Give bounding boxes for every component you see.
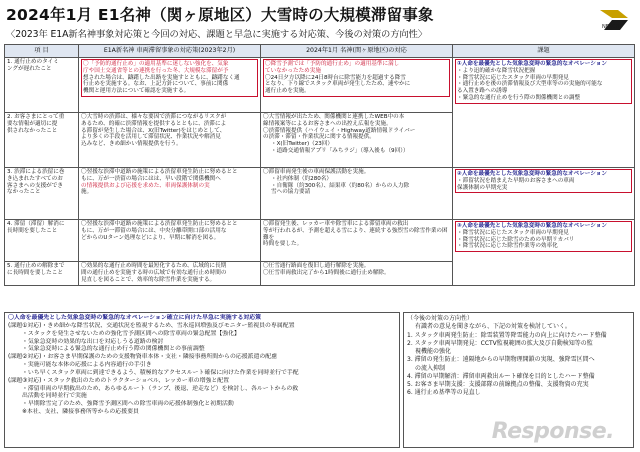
list-item: (課題③対応)・スタック救出のためのトラクターショベル、レッカー車の増強と配置	[8, 377, 230, 384]
prev-cell: 〇翌援な渋滞中道路の施策による渋留車発生防止に努めるとと もに、万が一滞留の場合には、中央分離帯開口部の活用な どからのUターン処理などにより、早期に解消を図る。	[79, 219, 261, 261]
list-item: ・いち早くスタック車両に到達できるよう、積極的なアクセスルート確保に向けた作業を同時並行で手配	[22, 369, 299, 376]
urgent-measures-panel	[4, 312, 400, 448]
list-item: ・早期除雪完了のため、強降雪予測区間への除雪車両の応援体制強化と初期活動	[22, 401, 234, 408]
current-cell: 〇圧雪通行路面を復旧し通行解除を実施。 〇圧雪車両救出完了から1時間後に通行止め解除。	[261, 261, 453, 285]
list-item: 1. スタック車両発生防止：除雪装置等降雪能力の向上に向けたハード整備	[407, 331, 607, 339]
table-row	[5, 219, 635, 261]
table-row	[5, 57, 635, 112]
item-cell: 4. 滞留（滞留）解消に 長時間を要したこと	[5, 219, 79, 261]
issue-cell: ②人命を最優先とした気象急変時の緊急的なオペレーション ・滞留状況を踏まえた早期のお客さまへの車両 保護体制の早期充実	[453, 167, 635, 219]
item-cell: 5. 通行止めの解除まで に長時間を要したこと	[5, 261, 79, 285]
response-watermark: Response.	[491, 419, 614, 444]
table-row	[5, 167, 635, 219]
page-subtitle: 〈2023年 E1A新名神事象対応策と今回の対応、課題と早急に実施する対応策、今後の対策の方向性〉	[6, 29, 428, 40]
header-prev-measures: E1A新名神 車両滞留事象の対応策(2023年2月)	[79, 45, 261, 58]
header-current-response: 2024年1月 名神(関ヶ原地区)の対応	[261, 45, 453, 58]
nexco-logo	[598, 4, 634, 34]
nexco-logo-icon	[598, 4, 634, 34]
page-title: 2024年1月 E1名神（関ヶ原地区）大雪時の大規模滞留事象	[6, 6, 434, 24]
list-item: ・滞留車両の早期救出のため、あらゆるルート（ランプ、後退、逆走など）を検討し、各ルートからの救	[22, 385, 299, 392]
prev-cell: 〇「予防的通行止め」の適用基準に迷しない強化を、気象 庁や国土交通省等との連携を行った冬、大規模な滞留が予 想された場合は、躊躇した出路を実施すとともに、躊躇なく通 行止めを実施する。なお、上記方針について、事前に関係 機関と運用方法について確認を実施する。	[79, 57, 261, 112]
list-item: の流入抑制	[415, 364, 446, 372]
issue-cell: ①人命を最優先とした気象急変時の緊急的なオペレーション ・より迅的確かな降雪状況把握 ・降雪状況に応じたスタック車両の早期発見 ・通行止めを後の渋滞情報及び大型車等のの実施的可能な る入置き路への誘導 ・緊急的な通行止めを行う際の関係機関との調整	[453, 57, 635, 167]
prev-cell: 〇大雪時の渋滞は、様々な要因で渋滞につながるリスクが あるため、的確に渋滞情報を提供するとともに、渋滞によ る滞留が発生した場合は、X(旧Twitter)をはじめとして、 より多くの手段を活用して滞留状況、作業状況や解消見 込みなど、きめ細かい情報提供を行う。	[79, 112, 261, 167]
prev-cell: 〇翌援な渋滞中道路の施策による渋留車発生防止に努めるとと もに、万が一渋留の場合にはは、早い段階で関係機関へ の情報提供および応援を求めた、車両保護体制の実 施。	[79, 167, 261, 219]
list-item: ・気象急変時による緊急的な通行止め行う際の関係機関との事前調整	[22, 346, 205, 353]
current-cell: 〇大雪情報が出たため、関係機関と連携したWEB中の本 線情報案等によるお客さまへの出控え広報を実施。 〇渋滞情報提供（ハイウェイ・Highway道路情報ドライバー の渋滞・滞留・作業状況に関する情報提供。 ・X(旧Twitter)（23回） ・道路交通情報アプリ「みちラジ」（導入後も（9回））	[261, 112, 453, 167]
header-issues: 課題	[453, 45, 635, 58]
list-item: ・気象急変時の効果的な出口を対応しうる道路の検討	[22, 338, 164, 345]
list-item: (課題②対応)・お客さま早期保護のための支援物資車本体・支社・隣接事務所間からの応援派遣の配慮	[8, 354, 278, 361]
item-cell: 1. 通行止めのタイミ ングが遅れたこと	[5, 57, 79, 112]
future-direction-heading: （今後の対策の方向性）	[407, 315, 474, 322]
list-item: 視機能の強化	[415, 348, 452, 356]
item-cell: 3. 渋滞による渋留に巻 き込まれたすべてのお 客さまへの支援ができ なかったこと	[5, 167, 79, 219]
footnote: ※本社、支社、隣接事務所等からの応援要員	[22, 409, 139, 416]
list-item: 5. お客さま早期支援：支援部隊の前線拠点の整備、支援物資の充実	[407, 381, 589, 389]
current-cell: 〇降雪予測では「予防的通行止め」の適用基準に満し ていなかったため実施 〇24日夕方以降に24日8時台に除雪能力を超過する降雪 となり、下り線でスタック車両が発生したため、速やかに 通行止めを実施。	[261, 57, 453, 112]
list-item: ・実施可能な本体の応援による内容通行の手引き	[22, 362, 152, 369]
list-item: 出活動を同時並行で実施	[22, 393, 87, 400]
list-item: ・スタックを発生させないための強化雪予測区間への除雪車両の緊急配置【強化】	[22, 330, 240, 337]
current-cell: 〇滞留発生後、レッカー車や除雪車による滞留車両の救出 等が行われるが、予測を超える雪により、連続する強烈雪の除雪作業の困難を 時間を要した。	[261, 219, 453, 261]
issue-cell: ③人命を最優先とした気象急変時の緊急的なオペレーション ・降雪状況に応じたスタック車両の早期発見 ・降雪状況に応じた除雪のための早期リカバリ ・降雪状況に応じた除雪作業等の効率化	[453, 219, 635, 285]
item-cell: 2. お客さまにとって重 要な情報が適切に提 供されなかったこと	[5, 112, 79, 167]
current-cell: 〇滞留車両発生後の車両保護活動を実施。 ・社内体制（約280名） ・自衛隊（約300名）、結果車（約80名）からの人力除 雪への協力要請	[261, 167, 453, 219]
future-direction-intro: 有識者の意見を聞きながら、下記の対策を検討していく。	[415, 323, 571, 331]
list-item: (課題①対応)・きめ細かな降雪状況、交通状況を監視するため、雪氷巡回増強及びモニター監視員の専属配置	[8, 322, 295, 329]
list-item: 3. 滞留の発生防止：遠隔地からの早期物理開鎖の実現、強降雪区間へ	[407, 356, 595, 364]
header-item: 項 目	[5, 45, 79, 58]
countermeasure-table	[4, 44, 635, 286]
list-item: 6. 通行止め基準等の見直し	[407, 389, 481, 397]
urgent-measures-heading: 〇人命を最優先とした気象急変時の緊急的なオペレーション確立に向けた早急に実施する対応策	[8, 315, 262, 321]
prev-cell: 〇効果的な通行止め時間を最短化するため、広域的に長期 間の通行止めを実施する時の広域で有効な通行止め時間の 見直しを図ることで、効率的な除雪作業を実施する。	[79, 261, 261, 285]
logo-text: NEXCO	[602, 24, 620, 30]
list-item: 4. 滞留の早期解消：滞留車両救出ルート確保を目的としたハード整備	[407, 372, 595, 380]
table-header-row	[5, 45, 635, 58]
list-item: 2. スタック車両早期発見：CCTV監視範囲の拡大及び自動検知等の監	[407, 339, 593, 347]
